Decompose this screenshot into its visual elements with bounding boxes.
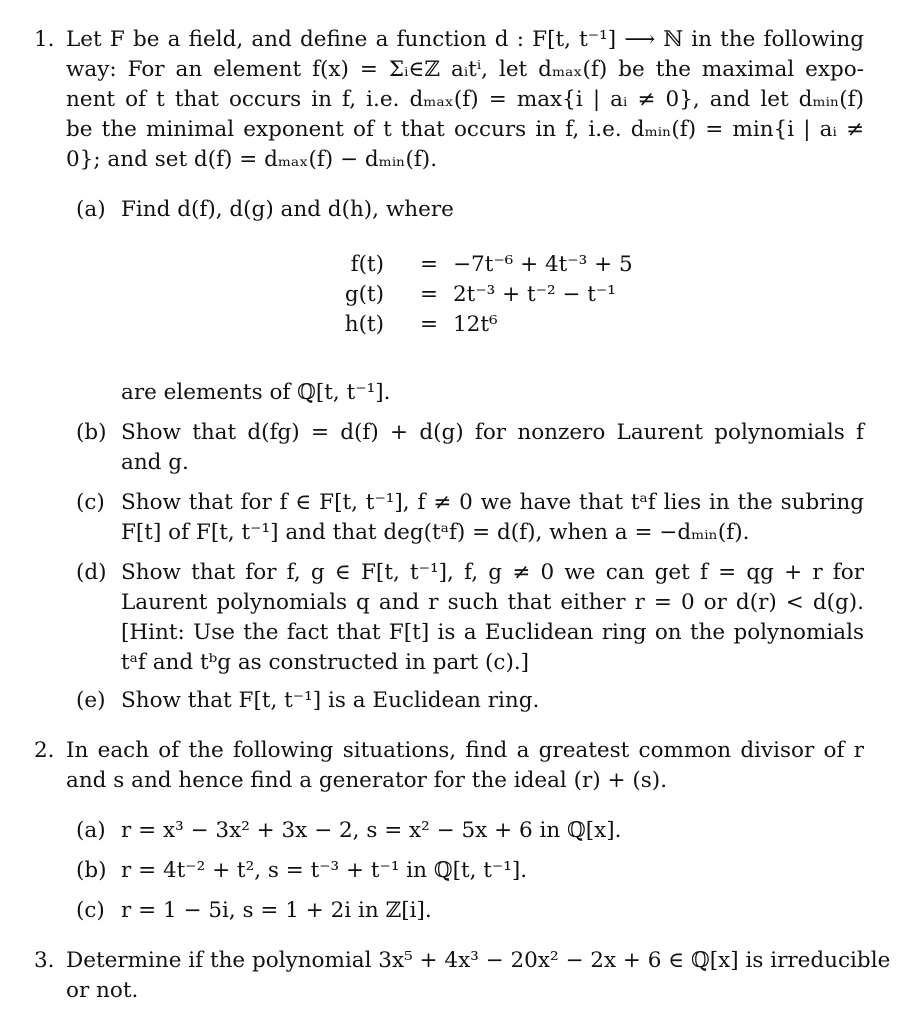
problem-2-statement xyxy=(66,736,864,796)
part-line: r = 4t⁻² + t², s = t⁻³ + t⁻¹ in ℚ[t, t⁻¹]. xyxy=(121,858,528,883)
part-d-text xyxy=(121,558,864,678)
equation-equals: = xyxy=(420,282,439,307)
part-line: r = x³ − 3x² + 3x − 2, s = x² − 5x + 6 in ℚ[x]. xyxy=(121,818,622,843)
problem-3-statement xyxy=(66,946,891,1006)
equation-lhs: h(t) xyxy=(344,312,384,337)
problem-1-line: way: For an element f(x) = Σᵢ∈ℤ aᵢtⁱ, let dₘₐₓ(f) be the maximal expo- xyxy=(66,57,864,82)
equation-rhs: 2t⁻³ + t⁻² − t⁻¹ xyxy=(453,282,616,307)
part-label: (c) xyxy=(76,490,105,515)
part-line: F[t] of F[t, t⁻¹] and that deg(tᵃf) = d(f), when a = −dₘᵢₙ(f). xyxy=(121,520,750,545)
part-label: (b) xyxy=(76,420,107,445)
part-line: r = 1 − 5i, s = 1 + 2i in ℤ[i]. xyxy=(121,898,432,923)
problem-2-number: 2. xyxy=(34,738,55,763)
part-a-outro xyxy=(121,378,864,408)
equation-lhs: f(t) xyxy=(350,252,384,277)
problem-1-line: be the minimal exponent of t that occurs in f, i.e. dₘᵢₙ(f) = min{i | aᵢ ≠ xyxy=(66,117,864,142)
part-line: Laurent polynomials q and r such that either r = 0 or d(r) < d(g). xyxy=(121,590,864,615)
part-e-text xyxy=(121,686,864,716)
problem-2-part-a-text xyxy=(121,816,864,846)
equation-equals: = xyxy=(420,312,439,337)
part-label: (d) xyxy=(76,560,107,585)
problem-2-line: and s and hence find a generator for the ideal (r) + (s). xyxy=(66,768,668,793)
problem-3-number: 3. xyxy=(34,948,55,973)
part-c-text xyxy=(121,488,864,548)
part-line: [Hint: Use the fact that F[t] is a Euclidean ring on the polynomials xyxy=(121,620,864,645)
equation-rhs: 12t⁶ xyxy=(453,312,498,337)
part-line: and g. xyxy=(121,450,189,475)
problem-1-line: nent of t that occurs in f, i.e. dₘₐₓ(f) = max{i | aᵢ ≠ 0}, and let dₘᵢₙ(f) xyxy=(66,87,864,112)
equation-lhs: g(t) xyxy=(344,282,384,307)
equation-rhs: −7t⁻⁶ + 4t⁻³ + 5 xyxy=(453,252,633,277)
equation-equals: = xyxy=(420,252,439,277)
part-label: (b) xyxy=(76,858,107,883)
problem-1-number: 1. xyxy=(34,27,55,52)
problem-3-line: Determine if the polynomial 3x⁵ + 4x³ − 20x² − 2x + 6 ∈ ℚ[x] is irreducible xyxy=(66,948,891,973)
problem-2-part-c-text xyxy=(121,896,864,926)
part-line: Show that d(fg) = d(f) + d(g) for nonzero Laurent polynomials f xyxy=(121,420,864,445)
part-label: (a) xyxy=(76,818,106,843)
problem-1-line: 0}; and set d(f) = dₘₐₓ(f) − dₘᵢₙ(f). xyxy=(66,147,438,172)
problem-2-line: In each of the following situations, find a greatest common divisor of r xyxy=(66,738,864,763)
problem-3-line: or not. xyxy=(66,978,139,1003)
problem-1-statement xyxy=(66,25,864,175)
part-label: (a) xyxy=(76,197,106,222)
problem-2-part-b-text xyxy=(121,856,864,886)
part-label: (e) xyxy=(76,688,106,713)
part-line: tᵃf and tᵇg as constructed in part (c).] xyxy=(121,650,530,675)
problem-1-line: Let F be a field, and define a function d : F[t, t⁻¹] ⟶ ℕ in the following xyxy=(66,27,864,52)
part-label: (c) xyxy=(76,898,105,923)
part-a-outro-text: are elements of ℚ[t, t⁻¹]. xyxy=(121,380,391,405)
part-b-text xyxy=(121,418,864,478)
part-a-intro xyxy=(121,195,864,225)
part-line: Show that for f, g ∈ F[t, t⁻¹], f, g ≠ 0 we can get f = qg + r for xyxy=(121,560,864,585)
part-a-intro-text: Find d(f), d(g) and d(h), where xyxy=(121,197,454,222)
part-line: Show that F[t, t⁻¹] is a Euclidean ring. xyxy=(121,688,540,713)
part-line: Show that for f ∈ F[t, t⁻¹], f ≠ 0 we have that tᵃf lies in the subring xyxy=(121,490,864,515)
